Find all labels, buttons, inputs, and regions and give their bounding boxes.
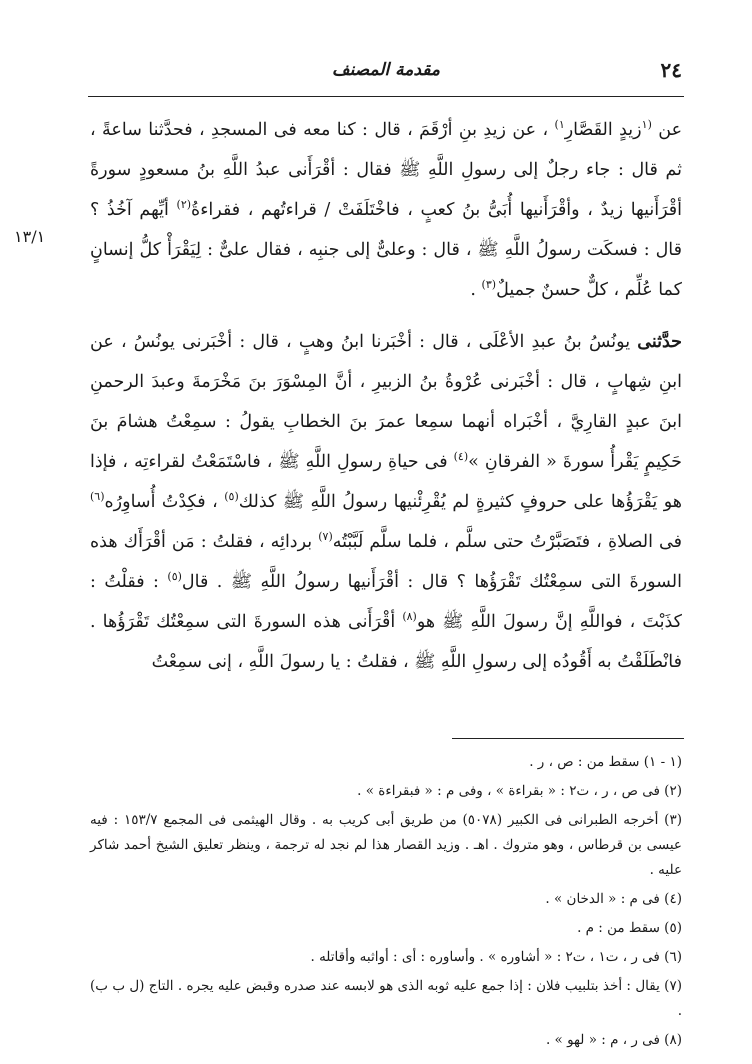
text-run: . (470, 280, 482, 300)
footnote-item: (٦) فى ر ، ت١ ، ت٢ : « أشاوره » . وأساوره : أى : أواثبه وأقاتله . (310, 949, 682, 965)
footnote-item: (١ - ١) سقط من : ص ، ر . (529, 754, 682, 770)
header-rule (88, 96, 684, 97)
main-text (90, 110, 682, 682)
footnote-marker[interactable]: (١ (641, 118, 652, 132)
footnote-marker[interactable]: (٢) (176, 198, 192, 212)
footnotes-list (90, 750, 682, 1057)
footnote-item: (٣) أخرجه الطبرانى فى الكبير (٥٠٧٨) من طريق أبى كريب به . وقال الهيثمى فى المجمع ١٥٣/٧ : فيه عيسى بن قرطاس ، وهو متروك . اهـ . وزيد القصار هذا لم نجد له ترجمة ، وينظر تعليق الشيخ أحمد شاكر عليه . (90, 812, 682, 878)
text-run: بردائِه ، فقلتُ : مَن أقْرَأَك هذه السورةَ التى سمِعْتُك تَقْرَؤُها ؟ قال : أقْرَأَنيها رسولُ اللَّهِ ﷺ . قال (90, 532, 682, 592)
text-run: عن (651, 120, 683, 140)
paragraph-lead-word: حدَّثنى (637, 332, 682, 352)
footnote-item: (٧) يقال : أخذ بتلبيب فلان : إذا جمع عليه ثوبه الذى هو لابسه عند صدره وقبض عليه يجره . التاج (ل ب ب) . (90, 978, 682, 1019)
footnote-item: (٢) فى ص ، ر ، ت٢ : « بقراءة » ، وفى م : « فبقراءة » . (357, 783, 682, 799)
text-run: فى الصلاةِ ، فتَصَبَّرْتُ حتى سلَّم ، فلما سلَّم لَبَّبْتُه (332, 532, 683, 552)
text-run: زيدٍ القَصَّارِ (564, 120, 642, 140)
running-title: مقدمة المصنف (332, 60, 440, 80)
text-run: ، عن زيدِ بنِ أرْقَمَ ، قال : كنا معه فى المسجدِ ، فحدَّثنا ساعةً ، ثم قال : جاء رجلٌ إلى رسولِ اللَّهِ ﷺ فقال : أقْرَأَنى عبدُ اللَّهِ بنُ مسعودٍ سورةً أقْرَأَنيها زيدٌ ، وأقْرَأَنيها أُبَىُّ بنُ كعبٍ ، فاخْتَلَفَتْ / قراءتُهم ، فقراءةُ (90, 120, 682, 220)
margin-reference: ١٣/١ (14, 227, 46, 246)
footnote-marker[interactable]: (٧) (318, 530, 333, 544)
footnote-marker[interactable]: ١) (554, 118, 565, 132)
text-run: يونُسُ بنُ عبدِ الأعْلَى ، قال : أخْبَرنا ابنُ وهبٍ ، قال : أخْبَرنى يونُسُ ، عن ابنِ شِهابٍ ، قال : أخْبَرنى عُرْوةُ بنُ الزبيرِ ، أنَّ المِسْوَرَ بنَ مَخْرَمةَ وعبدَ الرحمنِ ابنَ عبدٍ القارِيَّ ، أخْبَراه أنهما سمِعا عمرَ بنَ الخطابِ يقولُ : سمِعْتُ هشامَ بنَ حَكِيمٍ يَقْرأُ سورةَ « الفرقانِ » (90, 332, 682, 472)
footnote-marker[interactable]: (٥) (224, 490, 239, 504)
text-run: فى حياةِ رسولِ اللَّهِ ﷺ ، فاسْتَمَعْتُ لقراءتِه ، فإذا هو يَقْرَؤُها على حروفٍ كثيرةٍ لم يُقْرِئْنيها رسولُ اللَّهِ ﷺ كذلك (90, 452, 682, 512)
footnote-item: (٤) فى م : « الدخان » . (545, 891, 682, 907)
footnote-marker[interactable]: (٨) (402, 610, 417, 624)
paragraph (90, 322, 682, 682)
footnote-marker[interactable]: (٦) (90, 490, 105, 504)
footnote-item: (٨) فى ر ، م : « لهو » . (545, 1032, 682, 1048)
footnote-marker[interactable]: (٥) (167, 570, 182, 584)
text-run: أقْرَأَنى هذه السورةَ التى سمِعْتُك تَقْرَؤُها . فانْطَلَقْتُ به أَقُودُه إلى رسولِ اللَّهِ ﷺ ، فقلتُ : يا رسولَ اللَّهِ ، إنى سمِعْتُ (90, 612, 682, 672)
page-number: ٢٤ (660, 58, 682, 82)
text-run: : فقلْتُ : كذَبْتَ ، فواللَّهِ إنَّ رسولَ اللَّهِ ﷺ هو (90, 572, 682, 632)
footnote-marker[interactable]: (٤) (453, 450, 469, 464)
text-run: ، فكِدْتُ أُساوِرُه (104, 492, 225, 512)
text-run: أيِّهم آخُذُ ؟ قال : فسكَت رسولُ اللَّهِ ﷺ ، قال : وعلىٌّ إلى جنبِه ، فقال علىٌّ : لِيَقْرَأْ كلُّ إنسانٍ كما عُلِّم ، كلٌّ حسنٌ جميلٌ (90, 200, 682, 300)
page-header (90, 58, 682, 88)
footnote-rule (452, 738, 684, 739)
footnote-item: (٥) سقط من : م . (577, 920, 682, 936)
footnote-marker[interactable]: (٣) (481, 278, 497, 292)
paragraph (90, 110, 682, 310)
